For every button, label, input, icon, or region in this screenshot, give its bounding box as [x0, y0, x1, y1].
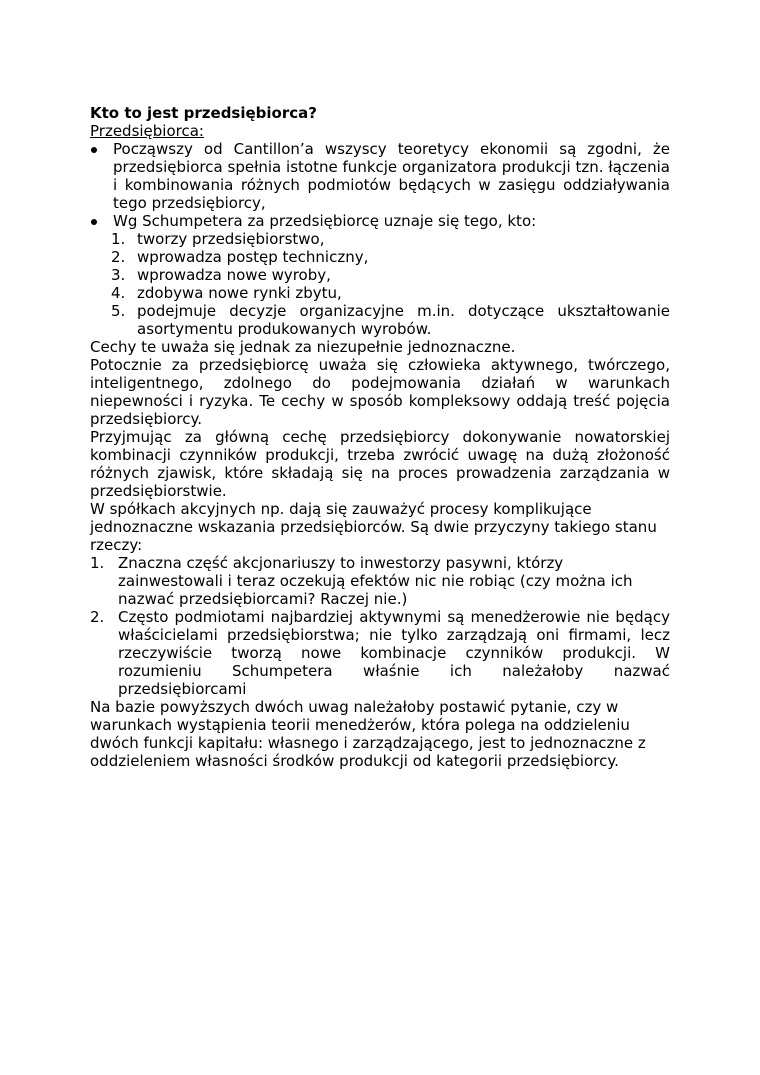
bullet-text: Począwszy od Cantillon’a wszyscy teoretycy ekonomii są zgodni, że przedsiębiorca spełnia istotne funkcje organizatora produkcji tzn. łączenia i kombinowania różnych podmiotów będących w zasięgu oddziaływania tego przedsiębiorcy, — [113, 140, 670, 212]
list-text: Znaczna część akcjonariuszy to inwestorzy pasywni, którzy zainwestowali i teraz oczekują efektów nic nie robiąc (czy można ich nazwać przedsiębiorcami? Raczej nie.) — [118, 554, 633, 608]
bullet-item — [90, 212, 670, 230]
list-text: zdobywa nowe rynki zbytu, — [137, 284, 342, 302]
bullet-list — [90, 140, 670, 230]
list-text: Często podmiotami najbardziej aktywnymi są menedżerowie nie będący właścicielami przedsiębiorstwa; nie tylko zarządzają oni firmami, lecz rzeczywiście tworzą nowe kombinacje czynników produkcji. W rozumieniu Schumpetera właśnie ich należałoby nazwać przedsiębiorcami — [118, 608, 670, 698]
list-number: 2. — [90, 608, 105, 626]
reasons-list — [90, 554, 670, 698]
list-item — [90, 266, 670, 284]
document-page — [90, 104, 670, 770]
list-item — [90, 554, 670, 608]
list-number: 2. — [111, 248, 126, 266]
paragraph: Cechy te uważa się jednak za niezupełnie jednoznaczne. — [90, 338, 516, 356]
document-subtitle: Przedsiębiorca: — [90, 122, 204, 140]
list-item — [90, 284, 670, 302]
list-item — [90, 230, 670, 248]
list-text: tworzy przedsiębiorstwo, — [137, 230, 325, 248]
document-title: Kto to jest przedsiębiorca? — [90, 104, 317, 122]
paragraph: Potocznie za przedsiębiorcę uważa się człowieka aktywnego, twórczego, inteligentnego, zdolnego do podejmowania działań w warunkach niepewności i ryzyka. Te cechy w sposób kompleksowy oddają treść pojęcia przedsiębiorcy. — [90, 356, 670, 428]
list-item — [90, 608, 670, 698]
list-number: 5. — [111, 302, 126, 320]
schumpeter-list — [90, 230, 670, 338]
list-number: 4. — [111, 284, 126, 302]
list-item — [90, 302, 670, 338]
paragraph: Przyjmując za główną cechę przedsiębiorcy dokonywanie nowatorskiej kombinacji czynników produkcji, trzeba zwrócić uwagę na dużą złożoność różnych zjawisk, które składają się na proces prowadzenia zarządzania w przedsiębiorstwie. — [90, 428, 670, 500]
list-text: wprowadza nowe wyroby, — [137, 266, 331, 284]
list-number: 1. — [111, 230, 126, 248]
list-number: 1. — [90, 554, 105, 572]
list-item — [90, 248, 670, 266]
list-text: wprowadza postęp techniczny, — [137, 248, 369, 266]
list-text: podejmuje decyzje organizacyjne m.in. dotyczące ukształtowanie asortymentu produkowanych wyrobów. — [137, 302, 670, 338]
bullet-item — [90, 140, 670, 212]
bullet-text: Wg Schumpetera za przedsiębiorcę uznaje się tego, kto: — [113, 212, 537, 230]
paragraph: Na bazie powyższych dwóch uwag należałoby postawić pytanie, czy w warunkach wystąpienia teorii menedżerów, która polega na oddzieleniu dwóch funkcji kapitału: własnego i zarządzającego, jest to jednoznaczne z oddzieleniem własności środków produkcji od kategorii przedsiębiorcy. — [90, 698, 646, 770]
paragraph: W spółkach akcyjnych np. dają się zauważyć procesy komplikujące jednoznaczne wskazania przedsiębiorców. Są dwie przyczyny takiego stanu rzeczy: — [90, 500, 657, 554]
list-number: 3. — [111, 266, 126, 284]
